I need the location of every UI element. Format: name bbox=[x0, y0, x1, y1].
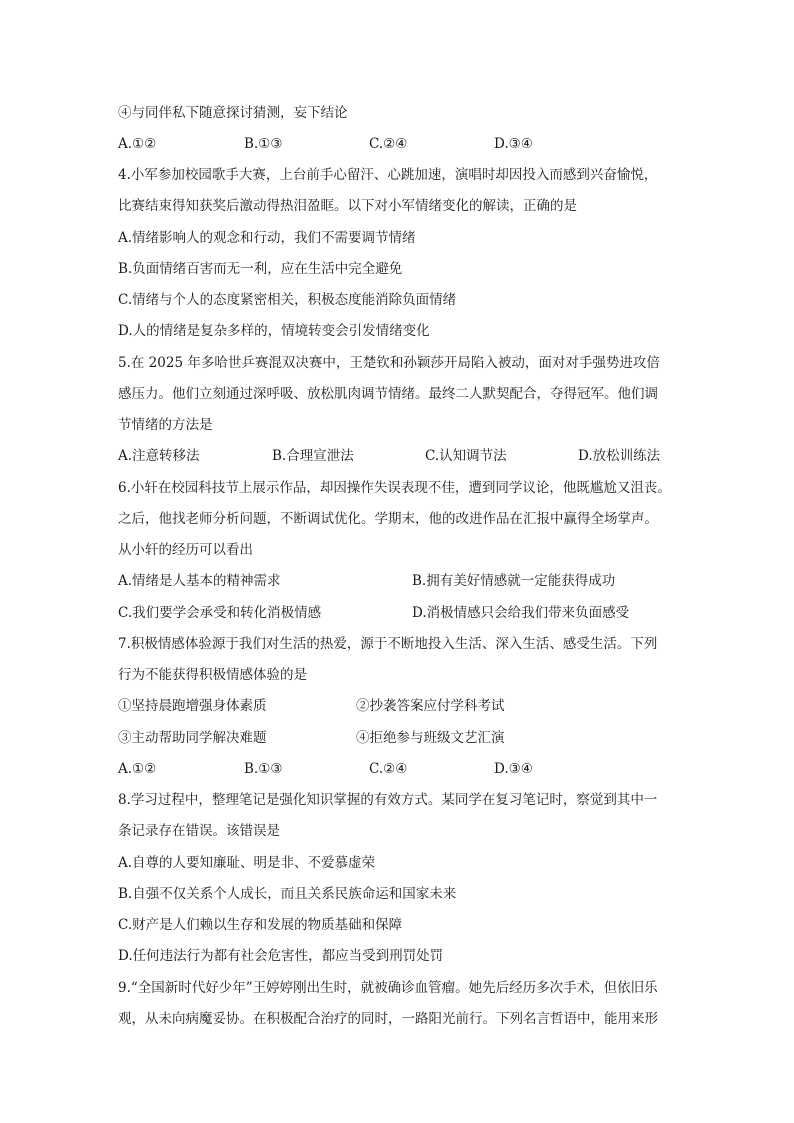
q7-option-d: D.③④ bbox=[494, 761, 533, 777]
q4-option-a: A.情绪影响人的观念和行动，我们不需要调节情绪 bbox=[118, 230, 416, 246]
q7-item-4: ④拒绝参与班级文艺汇演 bbox=[356, 730, 505, 746]
q5-stem-line-1: 5.在 2025 年多哈世乒赛混双决赛中，王楚钦和孙颖莎开局陷入被动，面对对手强势进攻倍 bbox=[118, 355, 660, 371]
q5-option-d: D.放松训练法 bbox=[578, 448, 661, 464]
q7-item-2: ②抄袭答案应付学科考试 bbox=[356, 698, 505, 714]
q4-stem-line-2: 比赛结束得知获奖后激动得热泪盈眶。以下对小军情绪变化的解读，正确的是 bbox=[118, 198, 577, 214]
q5-option-b: B.合理宣泄法 bbox=[272, 448, 354, 464]
q7-stem-line-1: 7.积极情感体验源于我们对生活的热爱，源于不断地投入生活、深入生活、感受生活。下列 bbox=[118, 636, 658, 652]
q8-stem-line-2: 条记录存在错误。该错误是 bbox=[118, 823, 280, 839]
q5-stem-line-3: 节情绪的方法是 bbox=[118, 417, 213, 433]
q8-option-c: C.财产是人们赖以生存和发展的物质基础和保障 bbox=[118, 917, 403, 933]
q3-item-4: ④与同伴私下随意探讨猜测，妄下结论 bbox=[118, 105, 348, 121]
q3-option-d: D.③④ bbox=[494, 136, 533, 152]
q7-item-1: ①坚持晨跑增强身体素质 bbox=[118, 698, 267, 714]
q7-stem-line-2: 行为不能获得积极情感体验的是 bbox=[118, 667, 307, 683]
q5-option-a: A.注意转移法 bbox=[118, 448, 200, 464]
q3-option-c: C.②④ bbox=[369, 136, 408, 152]
q3-option-a: A.①② bbox=[118, 136, 157, 152]
q6-option-c: C.我们要学会承受和转化消极情感 bbox=[118, 605, 322, 621]
q9-stem-line-1: 9.“全国新时代好少年”王婷婷刚出生时，就被确诊血管瘤。她先后经历多次手术，但依旧乐 bbox=[118, 980, 658, 996]
q4-stem-line-1: 4.小军参加校园歌手大赛，上台前手心留汗、心跳加速，演唱时却因投入而感到兴奋愉悦， bbox=[118, 167, 658, 183]
q6-stem-line-2: 之后，他找老师分析问题，不断调试优化。学期末，他的改进作品在汇报中赢得全场掌声。 bbox=[118, 511, 658, 527]
q6-stem-line-3: 从小轩的经历可以看出 bbox=[118, 542, 253, 558]
q6-stem-line-1: 6.小轩在校园科技节上展示作品，却因操作失误表现不佳，遭到同学议论，他既尴尬又沮丧。 bbox=[118, 480, 671, 496]
q6-option-d: D.消极情感只会给我们带来负面感受 bbox=[412, 605, 630, 621]
q7-option-c: C.②④ bbox=[369, 761, 408, 777]
q6-option-b: B.拥有美好情感就一定能获得成功 bbox=[412, 573, 616, 589]
q5-stem-line-2: 感压力。他们立刻通过深呼吸、放松肌肉调节情绪。最终二人默契配合，夺得冠军。他们调 bbox=[118, 386, 658, 402]
q9-stem-line-2: 观，从未向病魔妥协。在积极配合治疗的同时，一路阳光前行。下列名言哲语中，能用来形 bbox=[118, 1011, 658, 1027]
q8-option-a: A.自尊的人要知廉耻、明是非、不爱慕虚荣 bbox=[118, 855, 376, 871]
q3-option-b: B.①③ bbox=[244, 136, 283, 152]
q7-option-b: B.①③ bbox=[244, 761, 283, 777]
q7-item-3: ③主动帮助同学解决难题 bbox=[118, 730, 267, 746]
q8-option-d: D.任何违法行为都有社会危害性，都应当受到刑罚处罚 bbox=[118, 948, 444, 964]
q7-option-a: A.①② bbox=[118, 761, 157, 777]
q8-stem-line-1: 8.学习过程中，整理笔记是强化知识掌握的有效方式。某同学在复习笔记时，察觉到其中一 bbox=[118, 792, 658, 808]
q4-option-c: C.情绪与个人的态度紧密相关，积极态度能消除负面情绪 bbox=[118, 292, 457, 308]
q5-option-c: C.认知调节法 bbox=[425, 448, 507, 464]
q8-option-b: B.自强不仅关系个人成长，而且关系民族命运和国家未来 bbox=[118, 886, 457, 902]
q4-option-b: B.负面情绪百害而无一利，应在生活中完全避免 bbox=[118, 261, 403, 277]
q6-option-a: A.情绪是人基本的精神需求 bbox=[118, 573, 281, 589]
q4-option-d: D.人的情绪是复杂多样的，情境转变会引发情绪变化 bbox=[118, 323, 430, 339]
